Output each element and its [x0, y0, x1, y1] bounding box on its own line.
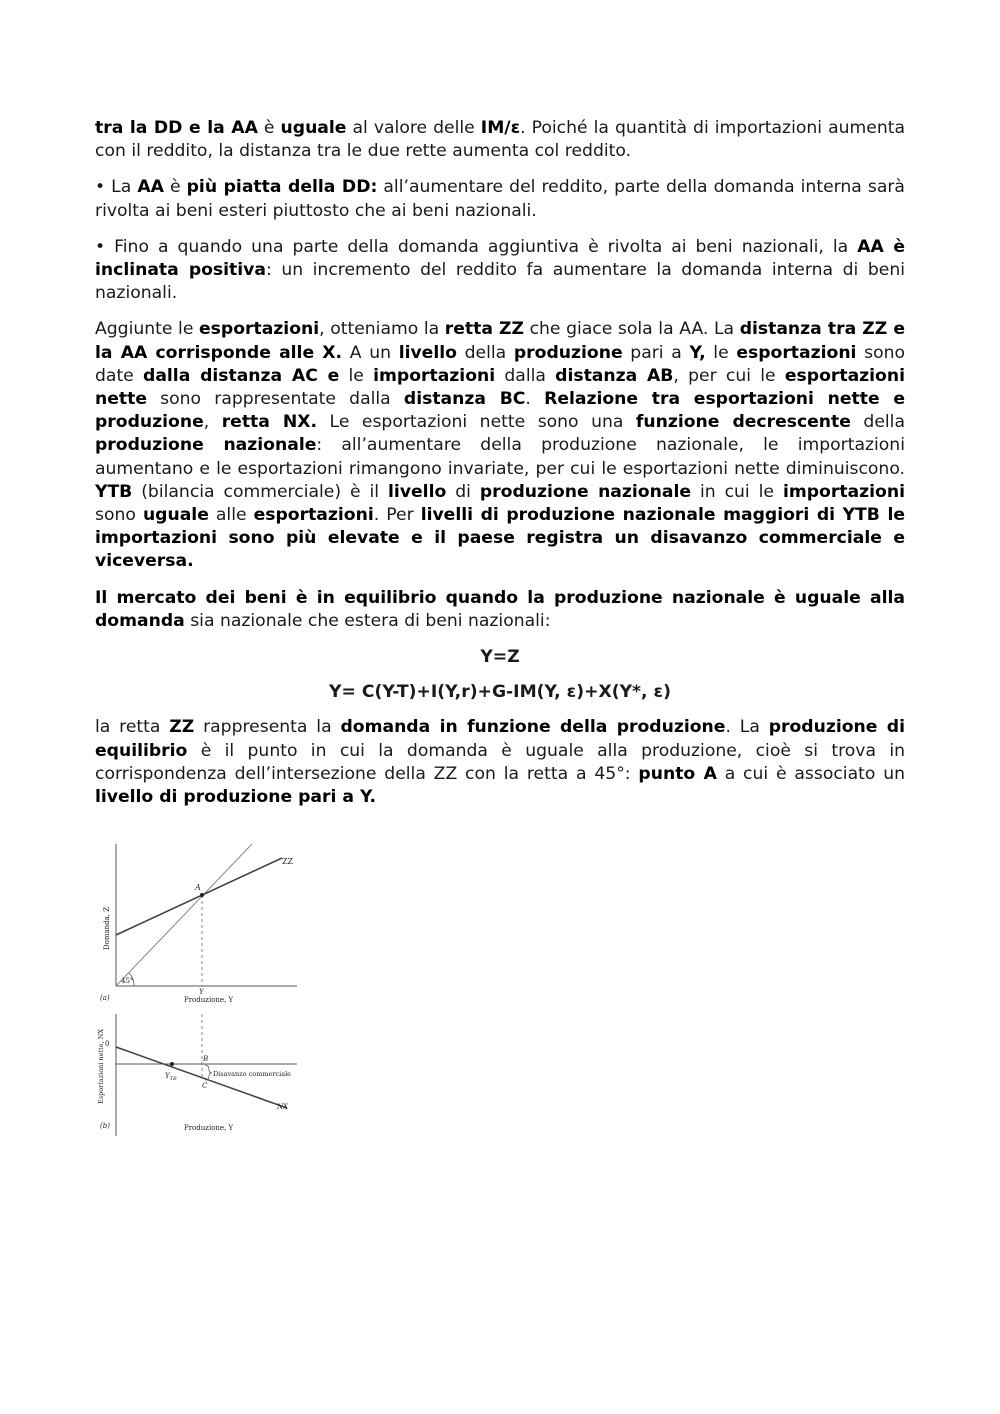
y-tick-label: Y: [199, 988, 204, 996]
bold-text-run: distanza BC: [403, 389, 526, 410]
text-run: sono rappresentate dalla: [146, 389, 404, 410]
text-run: A un: [342, 342, 399, 363]
bold-text-run: retta NX.: [221, 412, 318, 433]
text-run: ,: [203, 412, 222, 433]
bold-text-run: domanda in funzione della produzione: [340, 717, 726, 738]
text-run: in cui le: [691, 481, 783, 502]
panel-a-tag: (a): [100, 994, 110, 1002]
bold-text-run: esportazioni nette: [95, 365, 905, 410]
text-run: sia nazionale che estera di beni nazionali:: [184, 610, 551, 631]
text-run: pari a: [622, 342, 690, 363]
text-run: • Fino a quando una parte della domanda aggiuntiva è rivolta ai beni nazionali, la: [95, 236, 858, 257]
ytb-marker: [170, 1062, 174, 1066]
bold-text-run: importazioni: [782, 481, 905, 502]
panel-b-x-label: Produzione, Y: [184, 1124, 234, 1132]
bold-text-run: retta ZZ: [444, 319, 524, 340]
paragraph-zz-equilibrium: [95, 716, 905, 809]
point-b-label: B: [203, 1055, 209, 1063]
text-run: è il punto in cui la domanda è uguale alla produzione, cioè si trova in corrispondenza dell’intersezione della ZZ con la retta a 45°:: [95, 740, 905, 784]
text-run: sono: [95, 505, 143, 526]
bold-text-run: produzione: [513, 342, 623, 363]
bold-text-run: AA è inclinata positiva: [95, 236, 905, 281]
deficit-label: Disavanzo commerciale: [213, 1070, 291, 1078]
bold-text-run: distanza AB: [555, 365, 674, 386]
text-run: • La: [95, 177, 138, 198]
panel-b: [97, 1014, 297, 1136]
text-run: Aggiunte le: [95, 319, 200, 340]
line-45-degree: [116, 844, 252, 986]
text-run: è: [257, 118, 281, 138]
bold-text-run: esportazioni: [736, 342, 857, 363]
text-run: Le esportazioni nette sono una: [317, 412, 636, 433]
bold-text-run: AA: [137, 177, 164, 198]
bullet-aa-flatter: [95, 176, 905, 222]
text-run: , per cui le: [673, 365, 785, 386]
bold-text-run: esportazioni: [199, 319, 320, 340]
bold-text-run: più piatta della DD:: [186, 177, 378, 198]
bold-text-run: produzione nazionale: [95, 435, 317, 456]
bold-text-run: funzione decrescente: [635, 412, 851, 433]
bold-text-run: uguale: [280, 118, 347, 138]
equation-demand: Y= C(Y-T)+I(Y,r)+G-IM(Y, ε)+X(Y*, ε): [329, 682, 671, 703]
text-run: della: [850, 412, 905, 433]
text-run: al valore delle: [346, 118, 481, 138]
bold-text-run: livello: [388, 481, 447, 502]
text-run: . Per: [373, 505, 421, 526]
equilibrium-figure: [92, 838, 304, 1138]
bold-text-run: produzione di equilibrio: [95, 717, 906, 761]
text-run: all’aumentare del reddito, parte della domanda interna sarà rivolta ai beni esteri piuttosto che ai beni nazionali.: [95, 177, 905, 221]
text-run: : un incremento del reddito fa aumentare la domanda interna di beni nazionali.: [95, 260, 905, 304]
panel-b-tag: (b): [100, 1122, 110, 1130]
bold-text-run: distanza tra ZZ e la AA corrisponde alle X.: [95, 319, 905, 363]
bold-text-run: dalla distanza AC e: [143, 365, 340, 386]
ytb-label: $Y_{TB}$: [165, 1072, 177, 1082]
zero-label: 0: [105, 1040, 110, 1048]
nx-label: NX: [277, 1103, 289, 1111]
bold-text-run: tra la DD e la AA: [95, 118, 258, 138]
text-run: (bilancia commerciale) è il: [132, 481, 389, 502]
text-run: le: [339, 365, 374, 386]
paragraph-dd-aa-distance: [95, 117, 905, 163]
bullet-aa-positive-slope: [95, 236, 905, 306]
equilibrium-diagram: [92, 838, 304, 1138]
document-page: [95, 117, 905, 822]
text-run: . Poiché la quantità di importazioni aumenta con il reddito, la distanza tra le due rette aumenta col reddito.: [95, 118, 905, 162]
text-run: . La: [725, 717, 769, 738]
angle-label: 45°: [121, 977, 134, 985]
bold-text-run: YTB: [95, 481, 133, 502]
panel-a-y-label: Domanda, Z: [103, 906, 111, 950]
panel-a: [100, 844, 297, 1004]
paragraph-exports-net-exports: [95, 318, 905, 573]
text-run: che giace sola la AA. La: [523, 319, 740, 340]
bold-text-run: Y,: [689, 342, 706, 363]
bold-text-run: IM/ε: [480, 118, 521, 138]
bold-text-run: produzione nazionale: [479, 481, 691, 502]
bold-text-run: importazioni: [373, 365, 496, 386]
bold-text-run: livelli di produzione nazionale maggiori di YTB le importazioni sono più elevate e il paese registra un disavanzo commerciale e viceversa.: [95, 505, 905, 572]
text-run: sono date: [95, 342, 906, 386]
bold-text-run: punto A: [638, 763, 717, 784]
text-run: a cui è associato un: [716, 763, 905, 784]
bold-text-run: Relazione tra esportazioni nette e produzione: [95, 389, 905, 433]
paragraph-goods-market-equilibrium: [95, 587, 905, 633]
text-run: la retta: [95, 717, 170, 738]
deficit-brace: [205, 1065, 212, 1080]
bold-text-run: esportazioni: [253, 505, 374, 526]
bold-text-run: livello: [398, 342, 457, 363]
bold-text-run: ZZ: [169, 717, 195, 738]
text-run: le: [705, 342, 737, 363]
bold-text-run: Il mercato dei beni è in equilibrio quando la produzione nazionale è uguale alla domanda: [95, 587, 905, 631]
text-run: dalla: [495, 365, 556, 386]
text-run: , otteniamo la: [319, 319, 445, 340]
text-run: è: [163, 177, 187, 198]
panel-a-x-label: Produzione, Y: [184, 996, 234, 1004]
text-run: .: [525, 389, 545, 410]
text-run: della: [456, 342, 514, 363]
zz-line: [116, 858, 282, 935]
text-run: alle: [208, 505, 254, 526]
point-a-label: A: [195, 883, 201, 892]
point-a-marker: [200, 893, 204, 897]
point-c-label: C: [202, 1082, 208, 1090]
panel-b-y-label: Esportazioni nette, NX: [97, 1028, 105, 1104]
equation-y-equals-z: Y=Z: [480, 647, 520, 668]
text-run: rappresenta la: [194, 717, 341, 738]
bold-text-run: livello di produzione pari a Y.: [95, 787, 377, 808]
bold-text-run: uguale: [142, 505, 209, 526]
zz-label: ZZ: [282, 857, 294, 866]
text-run: : all’aumentare della produzione nazionale, le importazioni aumentano e le esportazioni rimangono invariate, per cui le esportazioni nette diminuiscono.: [95, 435, 905, 479]
text-run: di: [446, 481, 480, 502]
